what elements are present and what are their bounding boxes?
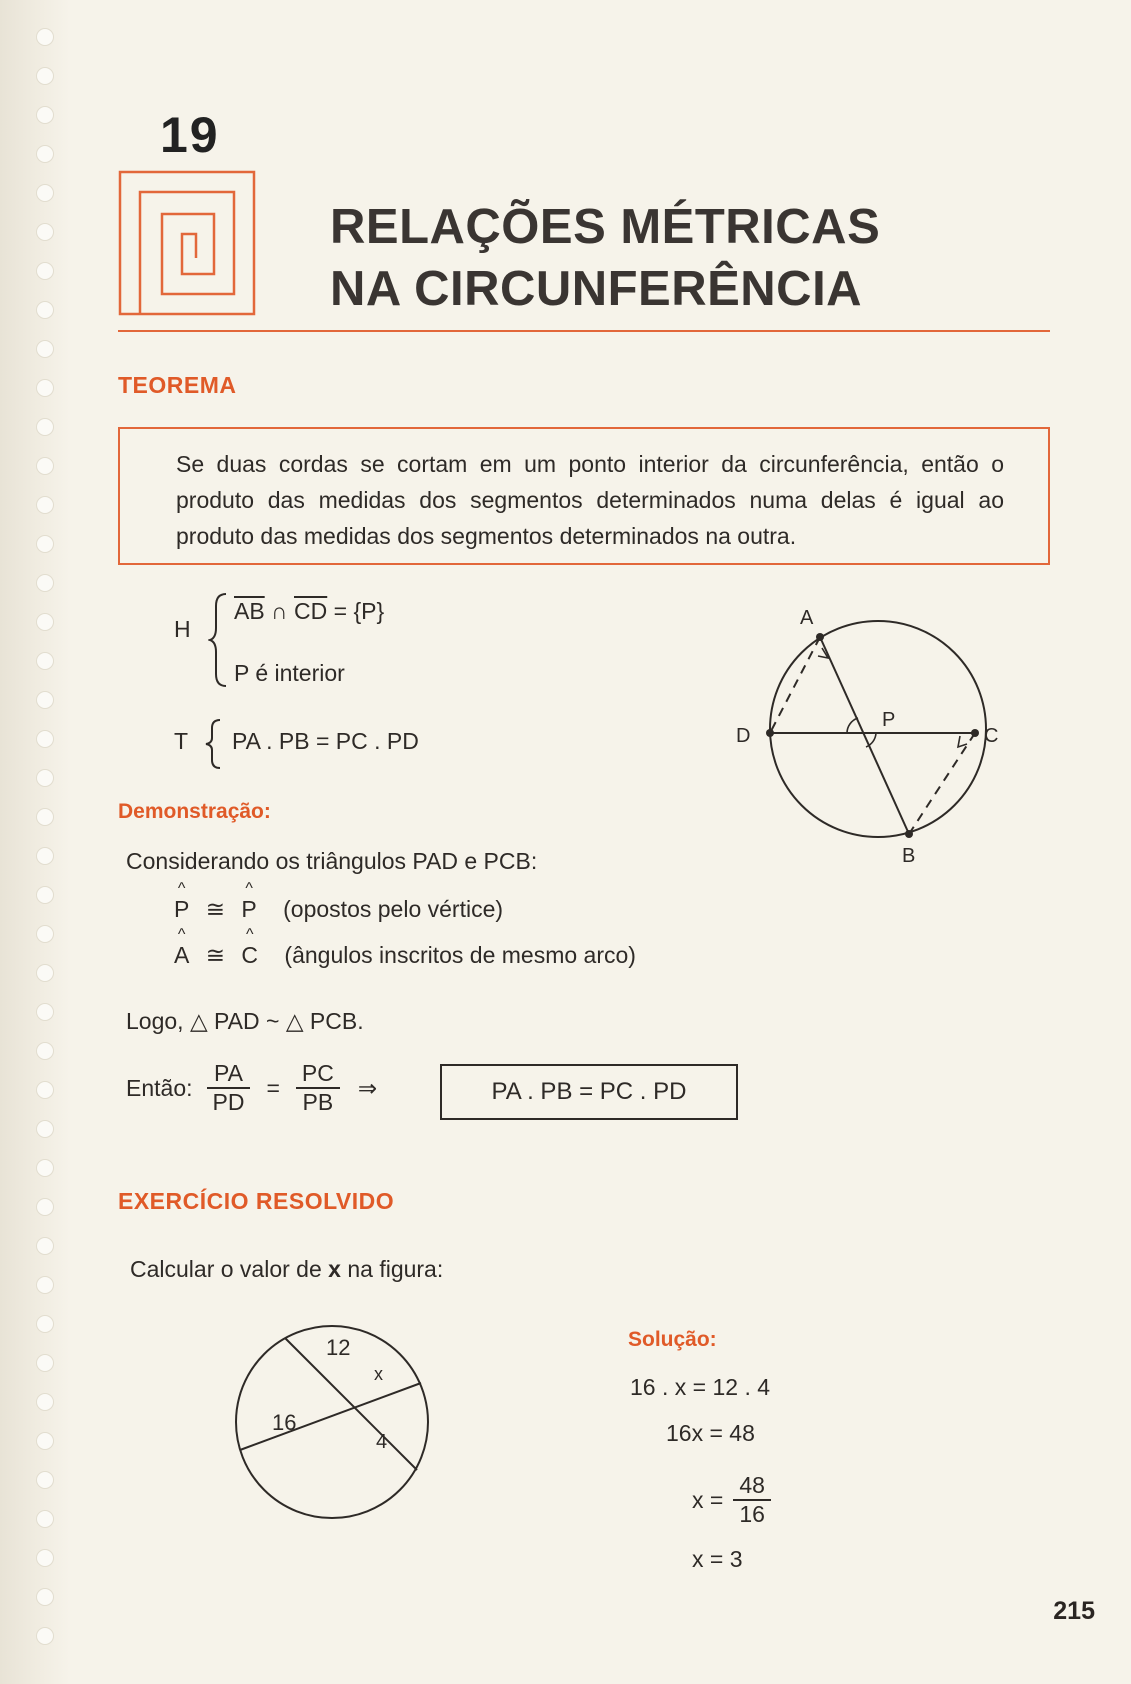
result-box: PA . PB = PC . PD (440, 1064, 738, 1120)
binding-hole (36, 535, 54, 553)
point-a (816, 633, 824, 641)
congruence-line-1 (174, 896, 503, 923)
angle-c: ^ C (241, 942, 258, 969)
binding-hole (36, 652, 54, 670)
binding-hole (36, 613, 54, 631)
binding-hole (36, 1471, 54, 1489)
hypothesis-label: H (174, 616, 191, 642)
binding-hole (36, 769, 54, 787)
prompt-variable: x (328, 1256, 341, 1282)
angle-p-1: ^ P (174, 896, 189, 923)
label-d: D (736, 725, 751, 747)
chapter-title (330, 196, 880, 320)
label-p: P (882, 709, 896, 731)
exercise-prompt (130, 1256, 443, 1283)
binding-hole (36, 1393, 54, 1411)
binding-hole (36, 925, 54, 943)
reason-2: (ângulos inscritos de mesmo arco) (284, 942, 636, 968)
binding-hole (36, 1432, 54, 1450)
fraction-numerator: 48 (739, 1472, 765, 1498)
binding-hole (36, 28, 54, 46)
prompt-before: Calcular o valor de (130, 1256, 322, 1282)
binding-hole (36, 301, 54, 319)
binding-hole (36, 418, 54, 436)
chapter-number: 19 (160, 107, 220, 163)
angle-p-2: ^ P (241, 896, 256, 923)
equals-sign: = (266, 1074, 280, 1101)
chapter-spiral-logo (118, 170, 258, 316)
binding-hole (36, 1042, 54, 1060)
binding-hole (36, 1198, 54, 1216)
intersection-symbol: ∩ (271, 598, 288, 624)
fraction-48-16 (733, 1472, 771, 1528)
fraction-denominator: PB (296, 1087, 340, 1116)
proportion-line (126, 1060, 377, 1116)
label-b: B (902, 845, 916, 866)
label-4: 4 (376, 1431, 388, 1453)
segment-ab: $\overline{AB}$ (234, 598, 265, 624)
binding-hole (36, 379, 54, 397)
angle-a: ^ A (174, 942, 189, 969)
binding-hole (36, 1159, 54, 1177)
binding-hole (36, 730, 54, 748)
hypothesis-brace (208, 592, 230, 688)
solution-step-4: x = 3 (692, 1546, 743, 1572)
binding-hole (36, 1315, 54, 1333)
binding-edge (0, 0, 70, 1684)
binding-hole (36, 574, 54, 592)
fraction-pa-pd (207, 1060, 251, 1116)
solution-step-1: 16 . x = 12 . 4 (630, 1374, 771, 1400)
label-x: x (374, 1364, 383, 1384)
binding-hole (36, 1549, 54, 1567)
binding-hole (36, 496, 54, 514)
chapter-title-line1: RELAÇÕES MÉTRICAS (330, 200, 881, 254)
congruence-line-2 (174, 942, 636, 969)
solution-step-3 (692, 1472, 771, 1528)
reason-1: (opostos pelo vértice) (283, 896, 504, 922)
similarity-conclusion: Logo, △ PAD ~ △ PCB. (126, 1008, 364, 1034)
thesis-label: T (174, 728, 189, 754)
binding-hole (36, 457, 54, 475)
segment-cd: $\overline{CD}$ (294, 598, 328, 624)
fraction-denominator: 16 (733, 1499, 771, 1528)
binding-hole (36, 106, 54, 124)
binding-hole (36, 886, 54, 904)
binding-hole (36, 1510, 54, 1528)
page-number: 215 (1053, 1597, 1095, 1625)
fraction-denominator: PD (207, 1087, 251, 1116)
thesis-expression: PA . PB = PC . PD (232, 728, 419, 754)
congruent-symbol: ≅ (205, 942, 226, 968)
label-12: 12 (326, 1335, 351, 1360)
chapter-title-line2: NA CIRCUNFERÊNCIA (330, 262, 863, 316)
binding-hole (36, 223, 54, 241)
theorem-heading: TEOREMA (118, 372, 237, 398)
binding-hole (36, 1276, 54, 1294)
implies-arrow: ⇒ (357, 1074, 378, 1101)
header-rule (118, 330, 1050, 332)
hypothesis-line1 (234, 598, 384, 625)
point-d (766, 729, 774, 737)
congruent-symbol: ≅ (205, 896, 226, 922)
binding-hole (36, 145, 54, 163)
fraction-numerator: PA (213, 1060, 243, 1086)
label-16: 16 (272, 1410, 297, 1435)
step3-lhs: x = (692, 1486, 724, 1513)
exercise-figure (222, 1318, 442, 1528)
demonstration-heading: Demonstração: (118, 800, 271, 823)
chords-figure (720, 596, 1020, 866)
fraction-pc-pb (296, 1060, 340, 1116)
binding-hole (36, 1120, 54, 1138)
binding-hole (36, 1588, 54, 1606)
solution-step-2: 16x = 48 (666, 1420, 755, 1446)
binding-hole (36, 808, 54, 826)
label-a: A (800, 607, 814, 629)
thesis-brace (204, 718, 224, 770)
theorem-statement: Se duas cordas se cortam em um ponto interior da circunferência, então o produto das medidas dos segmentos determinados numa delas é igual ao produto das medidas dos segmentos determinados na outra. (176, 451, 1004, 549)
binding-hole (36, 691, 54, 709)
binding-hole (36, 340, 54, 358)
binding-hole (36, 1627, 54, 1645)
label-c: C (984, 725, 999, 747)
theorem-box (118, 427, 1050, 565)
binding-hole (36, 1354, 54, 1372)
entao-label: Então: (126, 1074, 193, 1101)
prompt-after: na figura: (347, 1256, 444, 1282)
binding-hole (36, 1003, 54, 1021)
hypothesis-set: = {P} (333, 598, 385, 624)
demonstration-intro: Considerando os triângulos PAD e PCB: (126, 848, 538, 874)
binding-hole (36, 67, 54, 85)
binding-hole (36, 262, 54, 280)
point-c (971, 729, 979, 737)
point-b (905, 830, 913, 838)
binding-hole (36, 847, 54, 865)
binding-hole (36, 964, 54, 982)
binding-hole (36, 1237, 54, 1255)
binding-hole (36, 184, 54, 202)
solution-heading: Solução: (628, 1328, 717, 1351)
fraction-numerator: PC (301, 1060, 334, 1086)
binding-hole (36, 1081, 54, 1099)
hypothesis-line2: P é interior (234, 660, 345, 686)
exercise-heading: EXERCÍCIO RESOLVIDO (118, 1188, 395, 1214)
